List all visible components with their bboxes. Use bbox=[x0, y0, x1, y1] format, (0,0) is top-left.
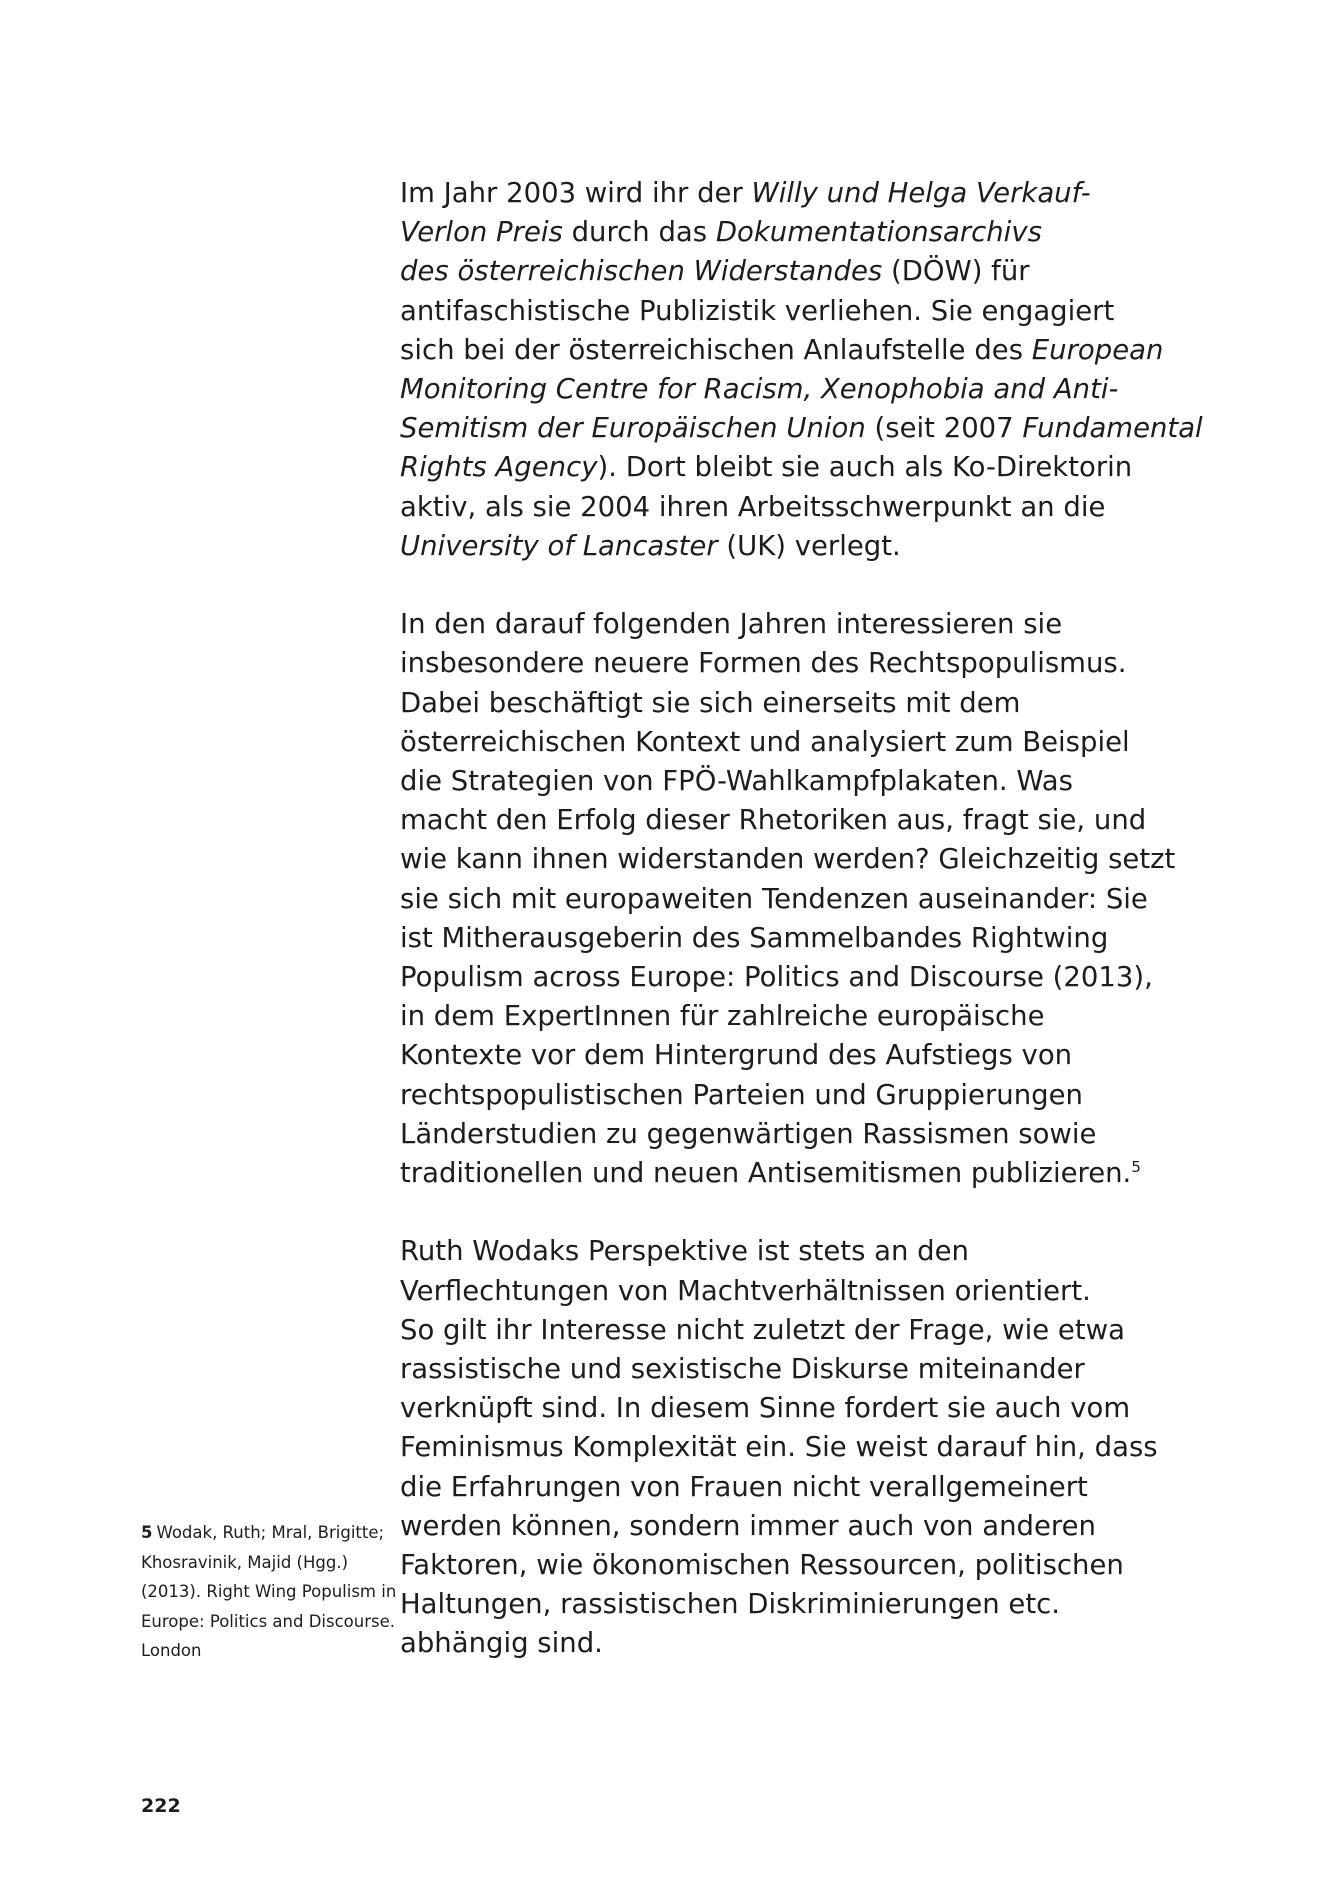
footnote-line: Europe: Politics and Discourse. bbox=[141, 1611, 395, 1631]
footnote-number: 5 bbox=[141, 1523, 153, 1542]
text-line: Dabei beschäftigt sie sich einerseits mit dem bbox=[400, 686, 1021, 719]
text-line: So gilt ihr Interesse nicht zuletzt der Frage, wie etwa bbox=[400, 1313, 1125, 1346]
footnote-line: 5 Wodak, Ruth; Mral, Brigitte; bbox=[141, 1523, 385, 1542]
paragraph-1 bbox=[400, 174, 1203, 566]
text-line: die Erfahrungen von Frauen nicht verallgemeinert bbox=[400, 1470, 1088, 1503]
text-line: werden können, sondern immer auch von anderen bbox=[400, 1509, 1096, 1542]
text-line: sich bei der österreichischen Anlaufstelle des European bbox=[400, 333, 1164, 366]
footnote bbox=[141, 1518, 397, 1666]
text-line: traditionellen und neuen Antisemitismen publizieren.$^5$ bbox=[400, 1157, 1141, 1190]
footnote-line: Khosravinik, Majid (Hgg.) bbox=[141, 1552, 349, 1572]
text-line: ist Mitherausgeberin des Sammelbandes Rightwing bbox=[400, 921, 1109, 954]
text-line: verknüpft sind. In diesem Sinne fordert sie auch vom bbox=[400, 1392, 1131, 1425]
text-line: Haltungen, rassistischen Diskriminierungen etc. bbox=[400, 1588, 1060, 1621]
text-line: In den darauf folgenden Jahren interessieren sie bbox=[400, 608, 1063, 641]
text-line: in dem ExpertInnen für zahlreiche europäische bbox=[400, 1000, 1045, 1033]
text-line: Semitism der Europäischen Union (seit 2007 Fundamental bbox=[400, 412, 1203, 445]
text-line: rassistische und sexistische Diskurse miteinander bbox=[400, 1353, 1085, 1386]
text-line: die Strategien von FPÖ-Wahlkampfplakaten. Was bbox=[400, 765, 1073, 798]
text-line: rechtspopulistischen Parteien und Gruppierungen bbox=[400, 1078, 1083, 1111]
text-line: Feminismus Komplexität ein. Sie weist darauf hin, dass bbox=[400, 1431, 1158, 1464]
text-line: österreichischen Kontext und analysiert zum Beispiel bbox=[400, 725, 1130, 758]
text-line: sie sich mit europaweiten Tendenzen auseinander: Sie bbox=[400, 882, 1148, 915]
text-line: abhängig sind. bbox=[400, 1627, 603, 1660]
footnote-reference[interactable]: 5 bbox=[1131, 1157, 1141, 1176]
text-line: Verflechtungen von Machtverhältnissen orientiert. bbox=[400, 1274, 1091, 1307]
text-line: Monitoring Centre for Racism, Xenophobia and Anti- bbox=[400, 373, 1119, 406]
paragraph-3 bbox=[400, 1232, 1190, 1663]
text-line: Kontexte vor dem Hintergrund des Aufstiegs von bbox=[400, 1039, 1073, 1072]
text-line: antifaschistische Publizistik verliehen. Sie engagiert bbox=[400, 294, 1115, 327]
text-line: macht den Erfolg dieser Rhetoriken aus, fragt sie, und bbox=[400, 804, 1147, 837]
text-line: Faktoren, wie ökonomischen Ressourcen, politischen bbox=[400, 1549, 1124, 1582]
text-line: des österreichischen Widerstandes (DÖW) für bbox=[400, 255, 1030, 288]
text-line: Rights Agency). Dort bleibt sie auch als Ko-Direktorin bbox=[400, 451, 1133, 484]
text-line: Verlon Preis durch das Dokumentationsarchivs bbox=[400, 216, 1042, 249]
text-line: wie kann ihnen widerstanden werden? Gleichzeitig setzt bbox=[400, 843, 1176, 876]
text-line: Ruth Wodaks Perspektive ist stets an den bbox=[400, 1235, 969, 1268]
text-line: aktiv, als sie 2004 ihren Arbeitsschwerpunkt an die bbox=[400, 490, 1106, 523]
text-line: Im Jahr 2003 wird ihr der Willy und Helga Verkauf- bbox=[400, 177, 1091, 209]
text-line: insbesondere neuere Formen des Rechtspopulismus. bbox=[400, 647, 1127, 680]
text-line: University of Lancaster (UK) verlegt. bbox=[400, 529, 901, 562]
footnote-line: London bbox=[141, 1641, 202, 1660]
page-number: 222 bbox=[141, 1795, 181, 1817]
paragraph-2 bbox=[400, 605, 1190, 1193]
main-text-column bbox=[400, 174, 1203, 1703]
text-line: Länderstudien zu gegenwärtigen Rassismen sowie bbox=[400, 1117, 1097, 1150]
text-line: Populism across Europe: Politics and Discourse (2013), bbox=[400, 961, 1153, 994]
footnote-line: (2013). Right Wing Populism in bbox=[141, 1582, 397, 1601]
